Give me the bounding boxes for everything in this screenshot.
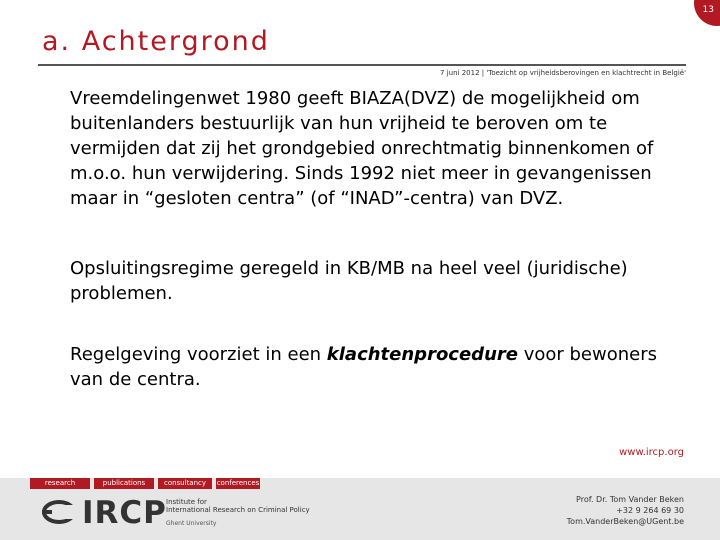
paragraph-3 bbox=[70, 342, 670, 392]
logo-university: Ghent University bbox=[166, 520, 217, 527]
website-link[interactable]: www.ircp.org bbox=[619, 447, 684, 458]
nav-publications[interactable]: publications bbox=[94, 478, 154, 489]
paragraph-3-after: voor bewoners van de centra. bbox=[70, 344, 658, 390]
ircp-logo bbox=[42, 495, 312, 535]
logo-line-2: International Research on Criminal Policy bbox=[166, 506, 310, 514]
page-number: 13 bbox=[702, 5, 714, 15]
contact-phone: +32 9 264 69 30 bbox=[616, 506, 684, 515]
slide-subheader: 7 juni 2012 | 'Toezicht op vrijheidsberovingen en klachtrecht in België' bbox=[440, 69, 686, 77]
paragraph-3-emphasis: klachtenprocedure bbox=[326, 344, 518, 365]
paragraph-3-before: Regelgeving voorziet in een bbox=[70, 344, 327, 365]
nav-conferences[interactable]: conferences bbox=[216, 479, 260, 487]
ircp-logo-icon bbox=[42, 499, 76, 525]
title-divider bbox=[38, 64, 686, 66]
nav-consultancy[interactable]: consultancy bbox=[158, 478, 212, 489]
logo-name: IRCP bbox=[82, 495, 167, 531]
logo-institute bbox=[166, 498, 316, 514]
contact-email[interactable]: Tom.VanderBeken@UGent.be bbox=[566, 517, 684, 526]
paragraph-1: Vreemdelingenwet 1980 geeft BIAZA(DVZ) de mogelijkheid om buitenlanders bestuurlijk van hun vrijheid te beroven om te vermijden dat zij het grondgebied onrechtmatig binnenkomen of m.o.o. hun verwijdering. Sinds 1992 niet meer in gevangenissen maar in “gesloten centra” (of “INAD”-centra) van DVZ. bbox=[70, 88, 654, 209]
contact-name: Prof. Dr. Tom Vander Beken bbox=[576, 495, 684, 504]
slide-title: a. Achtergrond bbox=[42, 26, 270, 57]
contact-block bbox=[464, 494, 684, 527]
logo-line-1: Institute for bbox=[166, 498, 207, 506]
paragraph-2: Opsluitingsregime geregeld in KB/MB na heel veel (juridische) problemen. bbox=[70, 258, 628, 304]
nav-research[interactable]: research bbox=[30, 478, 90, 489]
